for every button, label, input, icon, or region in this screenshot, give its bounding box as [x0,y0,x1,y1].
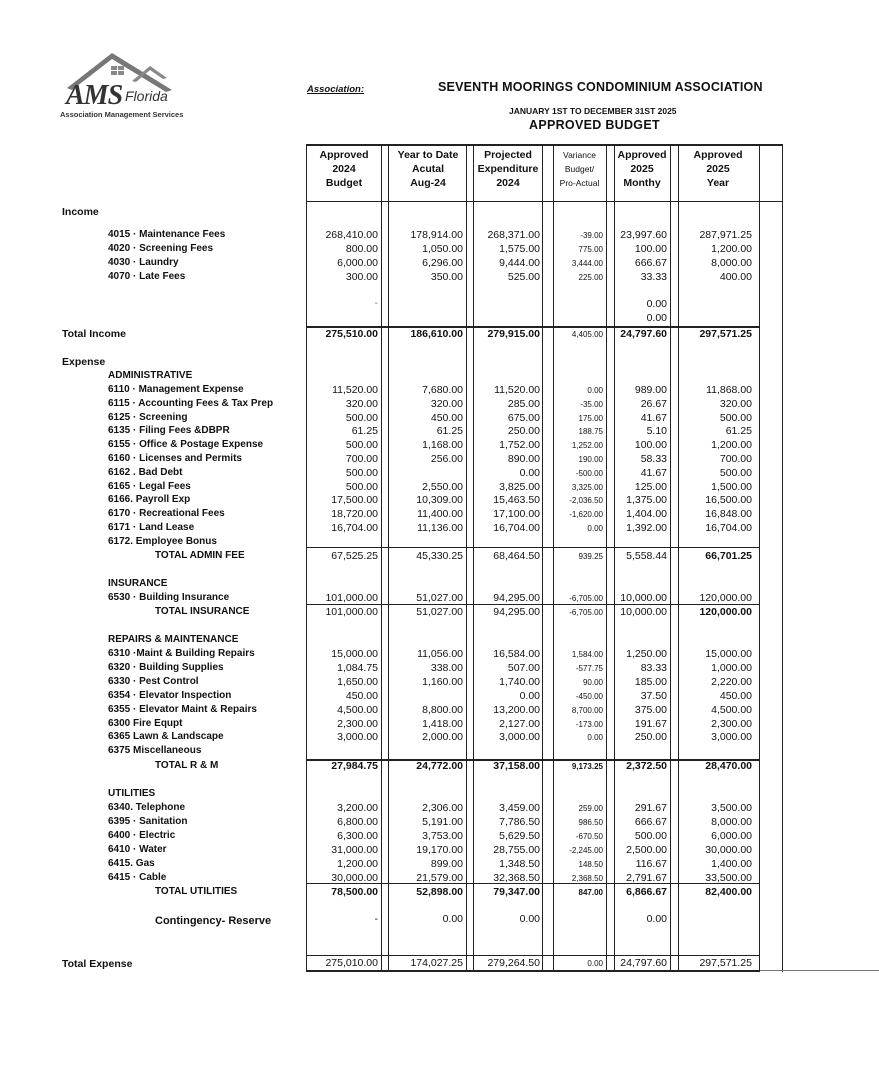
cell-approved-2024: 700.00 [345,453,378,465]
cell-monthly-2025: 185.00 [634,675,667,688]
expense-row-label: 6330 · Pest Control [108,675,199,687]
cell-approved-2024: 15,000.00 [331,648,378,660]
col-header-projected: Projected Expenditure 2024 [477,149,539,189]
cell-projected-2024: 9,444.00 [499,257,540,269]
cell-projected-2024: 0.00 [519,466,540,479]
cell-variance: 986.50 [578,817,603,827]
expense-row-label: 6162 . Bad Debt [108,466,183,478]
cell-projected-2024: 250.00 [507,425,540,438]
cell-approved-2024: 6,000.00 [337,257,378,269]
cell-approved-2024: 500.00 [345,480,378,493]
cell-variance: -6,705.00 [569,594,603,603]
cell-variance: 190.00 [578,455,603,464]
cell-approved-2024: 300.00 [345,271,378,283]
cell-monthly-2025: 58.33 [640,453,667,465]
cell-variance: 847.00 [578,888,603,897]
cell-approved-2024: 17,500.00 [331,494,378,507]
cell-projected-2024: 675.00 [507,411,540,424]
cell-year-2025: 4,500.00 [711,703,752,716]
expense-row-label: 6166. Payroll Exp [108,494,191,506]
cell-variance: -450.00 [575,691,603,701]
cell-year-2025: 2,220.00 [711,675,752,688]
expense-row-label: 6415 · Cable [108,871,167,883]
cell-monthly-2025: 1,375.00 [626,494,667,507]
cell-monthly-2025: 500.00 [634,829,667,842]
cell-approved-2024: 1,200.00 [337,857,378,870]
cell-projected-2024: 11,520.00 [494,384,540,396]
cell-projected-2024: 2,127.00 [499,717,540,730]
cell-year-2025: 30,000.00 [705,843,752,856]
cell-year-2025: 297,571.25 [699,957,752,969]
cell-year-2025: 16,704.00 [705,522,752,534]
expense-row-label: 6160 · Licenses and Permits [108,453,242,464]
cell-projected-2024: 68,464.50 [493,550,540,562]
logo-subtitle: Association Management Services [60,110,184,119]
cell-ytd-actual: 7,680.00 [422,384,463,396]
expense-row-label: 6395 · Sanitation [108,815,188,827]
cell-year-2025: 500.00 [719,411,752,424]
cell-approved-2024: 67,525.25 [331,550,378,562]
cell-monthly-2025: 125.00 [634,480,667,493]
cell-approved-2024: 275,010.00 [325,957,378,969]
cell-variance: 939.25 [578,552,603,561]
cell-ytd-actual: 3,753.00 [422,829,463,842]
cell-approved-2024: 500.00 [345,466,378,479]
insurance-section-label: INSURANCE [108,578,168,589]
cell-monthly-2025: 666.67 [634,257,667,269]
cell-year-2025: 8,000.00 [711,815,752,828]
expense-row-label: 6155 · Office & Postage Expense [108,439,264,451]
cell-approved-2024: 61.25 [351,425,378,438]
cell-approved-2024: 6,800.00 [337,815,378,828]
cell-monthly-2025: 41.67 [640,466,667,479]
cell-ytd-actual: 1,168.00 [422,439,463,452]
cell-ytd-actual: 899.00 [430,857,463,870]
cell-ytd-actual: 11,400.00 [417,508,463,521]
cell-monthly-2025: 2,372.50 [626,760,667,772]
cell-year-2025: 16,848.00 [705,508,752,521]
cell-ytd-actual: 2,000.00 [422,731,463,744]
cell-variance: 775.00 [578,245,603,254]
col-header-ytd-actual: Year to Date Acutal Aug-24 [397,149,459,189]
cell-year-2025: 1,500.00 [711,480,752,493]
cell-ytd-actual: 2,306.00 [422,802,463,814]
cell-monthly-2025: 10,000.00 [620,592,667,604]
cell-monthly-2025: 250.00 [634,731,667,744]
cell-year-2025: 33,500.00 [705,871,752,884]
cell-monthly-2025: 1,392.00 [626,522,667,534]
cell-approved-2024: 101,000.00 [325,592,378,604]
cell-projected-2024: 32,368.50 [493,871,540,884]
cell-variance: 0.00 [587,386,603,395]
cell-ytd-actual: 174,027.25 [410,957,463,969]
cell-approved-2024: 31,000.00 [331,843,378,856]
cell-approved-2024: 101,000.00 [325,606,378,618]
cell-monthly-2025: 116.67 [635,857,667,870]
cell-ytd-actual: 11,136.00 [417,522,463,534]
cell-variance: 1,584.00 [571,650,603,659]
expense-label: Expense [62,356,106,368]
income-label: Income [62,206,99,218]
cell-approved-2024: 268,410.00 [325,229,378,241]
expense-row-label: 6165 · Legal Fees [108,480,191,492]
cell-year-2025: 700.00 [719,453,752,465]
cell-monthly-2025: 291.67 [634,802,667,814]
cell-ytd-actual: 51,027.00 [416,592,463,604]
cell-ytd-actual: 10,309.00 [416,494,463,507]
cell-year-2025: 3,500.00 [711,802,752,814]
cell-approved-2024: 3,000.00 [337,731,378,744]
cell-projected-2024: 279,264.50 [487,957,540,969]
cell-variance: 175.00 [578,413,603,423]
cell-year-2025: 400.00 [719,271,752,283]
cell-variance: -500.00 [575,468,603,478]
empty-dash: - [374,297,378,309]
cell-projected-2024: 5,629.50 [499,829,540,842]
admin-total-label: TOTAL ADMIN FEE [155,550,245,561]
cell-variance: 0.00 [587,959,603,968]
cell-variance: 0.00 [587,733,603,743]
cell-monthly-2025: 24,797.60 [620,328,667,340]
expense-row-label: 6375 Miscellaneous [108,745,202,757]
cell-projected-2024: 3,825.00 [499,480,540,493]
cell-projected-2024: 507.00 [507,661,540,674]
cell-year-2025: 66,701.25 [705,550,752,562]
cell-monthly-2025: 6,866.67 [626,886,667,898]
cell-ytd-actual: 52,898.00 [416,886,463,898]
cell-ytd-actual: 1,418.00 [422,717,463,730]
cell-approved-2024: 1,084.75 [337,661,378,674]
expense-row-label: 6340. Telephone [108,802,186,813]
budget-title: APPROVED BUDGET [529,118,660,132]
cell-projected-2024: 94,295.00 [493,592,540,604]
col-header-year-2025: Approved 2025 Year [693,149,743,189]
cell-ytd-actual: 51,027.00 [416,606,463,618]
repairs-section-label: REPAIRS & MAINTENANCE [108,634,239,645]
cell-year-2025: 500.00 [719,466,752,479]
cell-ytd-actual: 320.00 [430,397,463,410]
cell-approved-2024: 1,650.00 [337,675,378,688]
expense-row-label: 6300 Fire Equpt [108,717,183,729]
cell-year-2025: 2,300.00 [711,717,752,730]
cell-ytd-actual: 350.00 [430,271,463,283]
cell-approved-2024: 30,000.00 [331,871,378,884]
cell-projected-2024: 0.00 [519,689,540,702]
cell-ytd-actual: 338.00 [430,661,463,674]
expense-row-label: 6365 Lawn & Landscape [108,731,224,743]
cell-year-2025: 61.25 [725,425,752,438]
cell-monthly-2025: 37.50 [640,689,667,702]
cell-projected-2024: 1,575.00 [499,243,540,255]
income-row-label: 4015 · Maintenance Fees [108,229,226,240]
contingency-label: Contingency- Reserve [155,915,272,927]
cell-year-2025: 1,400.00 [711,857,752,870]
income-row-label: 4030 · Laundry [108,257,179,268]
cell-projected-2024: 890.00 [507,453,540,465]
cell-projected-2024: 79,347.00 [493,886,540,898]
cell-projected-2024: 1,348.50 [499,857,540,870]
expense-row-label: 6530 · Building Insurance [108,592,230,603]
cell-approved-2024: 320.00 [345,397,378,410]
cell-approved-2024: 450.00 [345,689,378,702]
utilities-total-label: TOTAL UTILITIES [155,886,238,897]
cell-approved-2024: 16,704.00 [331,522,378,534]
cell-variance: 1,252.00 [571,441,603,451]
expense-row-label: 6320 · Building Supplies [108,661,224,673]
cell-approved-2024: 27,984.75 [331,760,378,772]
cell-monthly-2025: 1,404.00 [626,508,667,521]
cell-monthly-2025: 5.10 [646,425,667,438]
cell-projected-2024: 1,740.00 [499,675,540,688]
cell-year-2025: 28,470.00 [705,760,752,772]
cell-monthly-2025: 0.00 [646,913,667,925]
cell-projected-2024: 16,584.00 [493,648,540,660]
cell-approved-2024: 11,520.00 [332,384,378,396]
cell-year-2025: 1,200.00 [711,243,752,255]
insurance-total-label: TOTAL INSURANCE [155,606,250,617]
expense-row-label: 6110 · Management Expense [108,384,244,395]
cell-monthly-2025: 0.00 [646,312,667,324]
cell-projected-2024: 15,463.50 [493,494,540,507]
cell-ytd-actual: 450.00 [430,411,463,424]
cell-variance: 259.00 [578,804,603,813]
expense-row-label: 6415. Gas [108,857,155,869]
expense-row-label: 6354 · Elevator Inspection [108,689,232,701]
cell-approved-2024: 500.00 [345,411,378,424]
income-row-label: 4070 · Late Fees [108,271,186,282]
cell-ytd-actual: 61.25 [436,425,463,438]
cell-ytd-actual: 1,160.00 [422,675,463,688]
cell-projected-2024: 94,295.00 [493,606,540,618]
cell-ytd-actual: 178,914.00 [410,229,463,241]
cell-variance: -173.00 [575,719,603,729]
cell-variance: 0.00 [587,524,603,533]
cell-variance: -2,036.50 [569,496,603,506]
expense-row-label: 6115 · Accounting Fees & Tax Prep [108,397,274,409]
cell-variance: -39.00 [580,231,603,240]
col-header-monthly-2025: Approved 2025 Monthy [617,149,667,189]
association-label: Association: [307,84,365,95]
logo-ams-text: AMS [66,80,123,111]
cell-projected-2024: 16,704.00 [493,522,540,534]
cell-year-2025: 8,000.00 [711,257,752,269]
logo-florida-text: Florida [125,88,168,104]
cell-ytd-actual: 186,610.00 [410,328,463,340]
expense-row-label: 6310 ·Maint & Building Repairs [108,648,255,659]
cell-variance: 3,444.00 [571,259,603,268]
cell-year-2025: 297,571.25 [699,328,752,340]
cell-monthly-2025: 375.00 [634,703,667,716]
cell-variance: -577.75 [575,663,603,673]
cell-variance: 148.50 [578,859,603,869]
cell-year-2025: 6,000.00 [711,829,752,842]
cell-monthly-2025: 0.00 [646,298,667,310]
cell-monthly-2025: 23,997.60 [620,229,667,241]
cell-year-2025: 320.00 [719,397,752,410]
col-header-variance: Variance Budget/ Pro-Actual [559,150,600,188]
cell-projected-2024: 285.00 [507,397,540,410]
cell-projected-2024: 37,158.00 [493,760,540,772]
cell-approved-2024: 3,200.00 [337,802,378,814]
cell-projected-2024: 268,371.00 [487,229,540,241]
cell-approved-2024: 500.00 [345,439,378,452]
cell-year-2025: 82,400.00 [705,886,752,898]
cell-approved-2024: 6,300.00 [337,829,378,842]
cell-variance: -1,620.00 [569,510,603,520]
association-name: SEVENTH MOORINGS CONDOMINIUM ASSOCIATION [438,80,763,94]
total-expense-label: Total Expense [62,958,133,970]
cell-ytd-actual: 8,800.00 [422,703,463,716]
cell-ytd-actual: 0.00 [442,913,463,925]
cell-variance: 188.75 [578,427,603,437]
cell-approved-2024: 2,300.00 [337,717,378,730]
cell-ytd-actual: 11,056.00 [417,648,463,660]
cell-projected-2024: 28,755.00 [493,843,540,856]
cell-ytd-actual: 1,050.00 [422,243,463,255]
cell-ytd-actual: 6,296.00 [422,257,463,269]
cell-monthly-2025: 10,000.00 [620,606,667,618]
cell-monthly-2025: 666.67 [634,815,667,828]
cell-variance: 90.00 [582,677,603,687]
cell-variance: -670.50 [575,831,603,841]
cell-monthly-2025: 33.33 [640,271,667,283]
expense-row-label: 6170 · Recreational Fees [108,508,225,520]
expense-row-label: 6355 · Elevator Maint & Repairs [108,703,257,715]
cell-year-2025: 287,971.25 [699,229,752,241]
cell-year-2025: 1,200.00 [711,439,752,452]
cell-variance: 2,368.50 [571,873,603,883]
total-income-label: Total Income [62,328,126,340]
cell-year-2025: 450.00 [719,689,752,702]
cell-projected-2024: 1,752.00 [499,439,540,452]
cell-variance: 8,700.00 [571,705,603,715]
expense-row-label: 6125 · Screening [108,411,188,423]
cell-ytd-actual: 45,330.25 [416,550,463,562]
cell-variance: 225.00 [578,273,603,282]
cell-projected-2024: 0.00 [519,913,540,925]
expense-row-label: 6410 · Water [108,843,167,855]
cell-approved-2024: - [374,913,378,925]
cell-approved-2024: 78,500.00 [331,886,378,898]
cell-year-2025: 11,868.00 [706,384,752,396]
cell-year-2025: 15,000.00 [705,648,752,660]
cell-variance: -35.00 [580,399,603,409]
cell-projected-2024: 525.00 [507,271,540,283]
cell-monthly-2025: 100.00 [634,439,667,452]
cell-monthly-2025: 24,797.60 [620,957,667,969]
cell-approved-2024: 18,720.00 [331,508,378,521]
cell-year-2025: 1,000.00 [711,661,752,674]
cell-monthly-2025: 5,558.44 [626,550,667,562]
cell-variance: -2,245.00 [569,845,603,855]
cell-ytd-actual: 24,772.00 [416,760,463,772]
admin-section-label: ADMINISTRATIVE [108,370,193,381]
cell-ytd-actual: 21,579.00 [416,871,463,884]
expense-row-label: 6171 · Land Lease [108,522,195,533]
cell-projected-2024: 7,786.50 [499,815,540,828]
cell-variance: 9,173.25 [571,762,603,771]
cell-monthly-2025: 26.67 [640,397,667,410]
cell-ytd-actual: 256.00 [430,453,463,465]
cell-year-2025: 120,000.00 [699,606,752,618]
cell-monthly-2025: 989.00 [634,384,667,396]
cell-variance: 4,405.00 [571,330,603,339]
repairs-total-label: TOTAL R & M [155,760,219,771]
cell-ytd-actual: 5,191.00 [422,815,463,828]
cell-year-2025: 3,000.00 [711,731,752,744]
expense-row-label: 6172. Employee Bonus [108,535,217,547]
cell-projected-2024: 279,915.00 [487,328,540,340]
cell-year-2025: 120,000.00 [699,592,752,604]
cell-approved-2024: 275,510.00 [325,328,378,340]
cell-monthly-2025: 1,250.00 [626,648,667,660]
income-row-label: 4020 · Screening Fees [108,243,214,254]
cell-monthly-2025: 41.67 [640,411,667,424]
expense-row-label: 6400 · Electric [108,829,176,841]
cell-approved-2024: 4,500.00 [337,703,378,716]
cell-projected-2024: 13,200.00 [493,703,540,716]
cell-ytd-actual: 19,170.00 [416,843,463,856]
col-header-approved-2024: Approved 2024 Budget [319,149,369,189]
utilities-section-label: UTILITIES [108,788,156,799]
cell-approved-2024: 800.00 [345,243,378,255]
cell-year-2025: 16,500.00 [705,494,752,507]
budget-period: JANUARY 1ST TO DECEMBER 31ST 2025 [509,106,677,116]
cell-monthly-2025: 83.33 [640,661,667,674]
cell-projected-2024: 3,000.00 [499,731,540,744]
cell-variance: -6,705.00 [569,608,603,617]
cell-monthly-2025: 100.00 [634,243,667,255]
cell-projected-2024: 17,100.00 [493,508,540,521]
cell-projected-2024: 3,459.00 [499,802,540,814]
cell-monthly-2025: 2,500.00 [626,843,667,856]
cell-monthly-2025: 191.67 [634,717,667,730]
cell-monthly-2025: 2,791.67 [626,871,667,884]
expense-row-label: 6135 · Filing Fees &DBPR [108,425,230,437]
cell-variance: 3,325.00 [571,482,603,492]
cell-ytd-actual: 2,550.00 [422,480,463,493]
